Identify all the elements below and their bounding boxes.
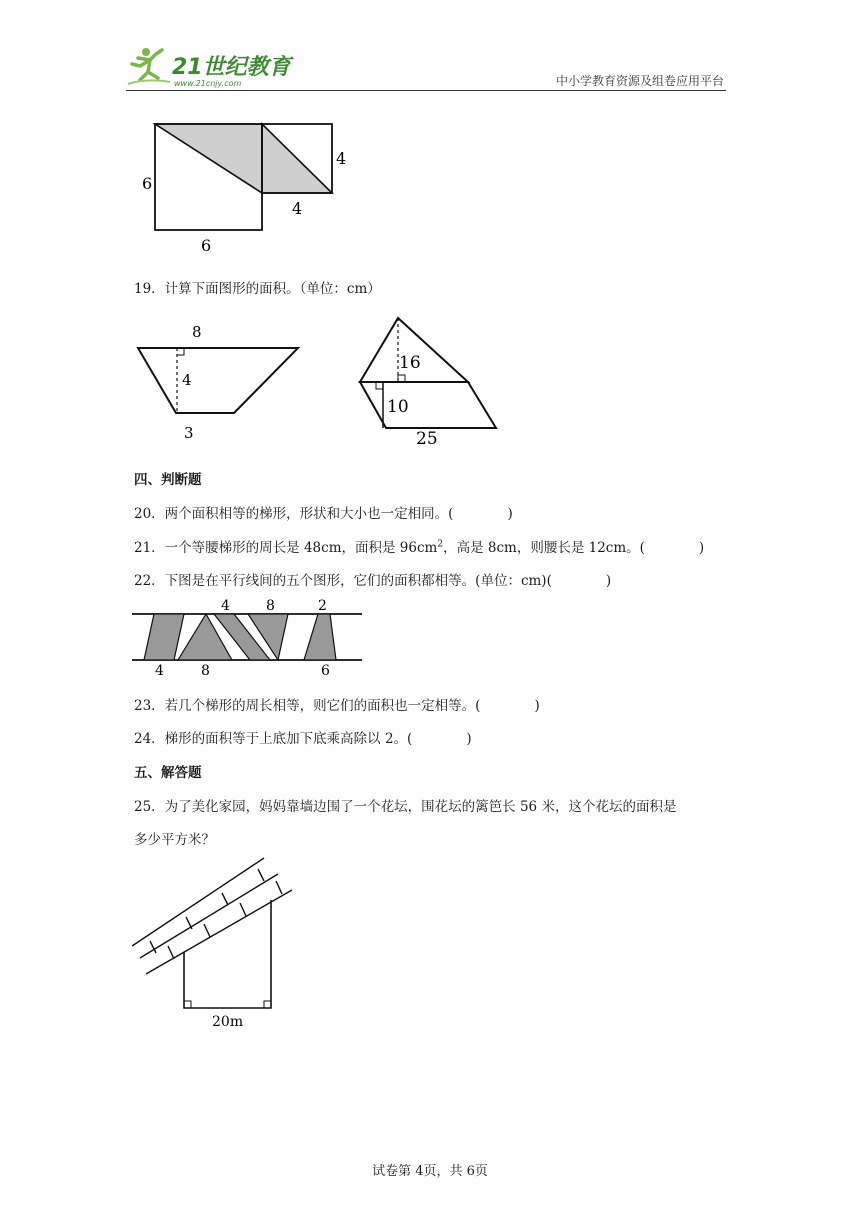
figure-trapezoid (130, 318, 310, 444)
top-label-1: 4 (221, 598, 230, 614)
label-right-width: 4 (292, 199, 303, 218)
shape-5 (304, 614, 336, 660)
figure-flowerbed (128, 852, 298, 1032)
brand-logo (126, 44, 296, 88)
question-20: 20．两个面积相等的梯形，形状和大小也一定相同。( ) (134, 506, 513, 522)
para-right-angle (376, 382, 383, 389)
brand-url: www.21cnjy.com (174, 79, 242, 88)
top-label-2: 8 (266, 598, 275, 614)
platform-name: 中小学教育资源及组卷应用平台 (555, 74, 724, 88)
flowerbed-fence (184, 900, 271, 1008)
q21-text-b: ，高是 8cm，则腰长是 12cm。( ) (443, 540, 705, 556)
figure-composite (350, 310, 510, 450)
trap-top-label: 8 (192, 323, 202, 341)
para-height-label: 10 (387, 397, 409, 417)
trapezoid (138, 348, 298, 413)
figure-squares (130, 115, 360, 260)
question-21 (134, 536, 704, 556)
label-left-height: 6 (142, 174, 153, 193)
brand-main: 21世纪教育 (172, 55, 291, 80)
shaded-triangle-left (155, 124, 262, 193)
right-right-angle (264, 1001, 271, 1008)
q21-text-a: 21．一个等腰梯形的周长是 48cm，面积是 96cm (134, 540, 438, 556)
question-25-line-2: 多少平方米？ (134, 832, 215, 848)
brick-wall (132, 858, 292, 974)
triangle-right-angle (398, 375, 405, 382)
header-rule (126, 90, 726, 91)
bottom-label-3: 6 (321, 663, 330, 679)
label-left-width: 6 (201, 236, 212, 255)
base-length-label: 20m (212, 1014, 244, 1030)
left-right-angle (184, 1001, 191, 1008)
bottom-label-2: 8 (201, 663, 210, 679)
top-label-3: 2 (318, 598, 327, 614)
base-label: 25 (416, 429, 438, 449)
question-24: 24．梯形的面积等于上底加下底乘高除以 2。( ) (134, 731, 472, 747)
bottom-label-1: 4 (155, 663, 164, 679)
section-4-title: 四、判断题 (134, 472, 202, 488)
shaded-triangle-right (262, 124, 332, 193)
trap-bottom-label: 3 (184, 424, 194, 442)
section-5-title: 五、解答题 (134, 765, 202, 781)
trap-height-label: 4 (182, 371, 192, 389)
q21-superscript: 2 (437, 539, 444, 550)
question-22: 22．下图是在平行线间的五个图形，它们的面积都相等。(单位：cm)( ) (134, 573, 612, 589)
question-25-line-1: 25．为了美化家园，妈妈靠墙边围了一个花坛，围花坛的篱笆长 56 米，这个花坛的面积是 (134, 799, 677, 815)
shape-1 (144, 614, 184, 660)
question-23: 23．若几个梯形的周长相等，则它们的面积也一定相等。( ) (134, 698, 540, 714)
runner-icon (128, 48, 170, 84)
page-footer: 试卷第 4页，共 6页 (372, 1164, 488, 1179)
right-angle-mark (177, 348, 184, 355)
label-right-height: 4 (336, 149, 347, 168)
figure-parallel-shapes (130, 598, 365, 680)
tri-height-label: 16 (399, 353, 421, 373)
question-19: 19．计算下面图形的面积。（单位：cm） (134, 281, 381, 297)
